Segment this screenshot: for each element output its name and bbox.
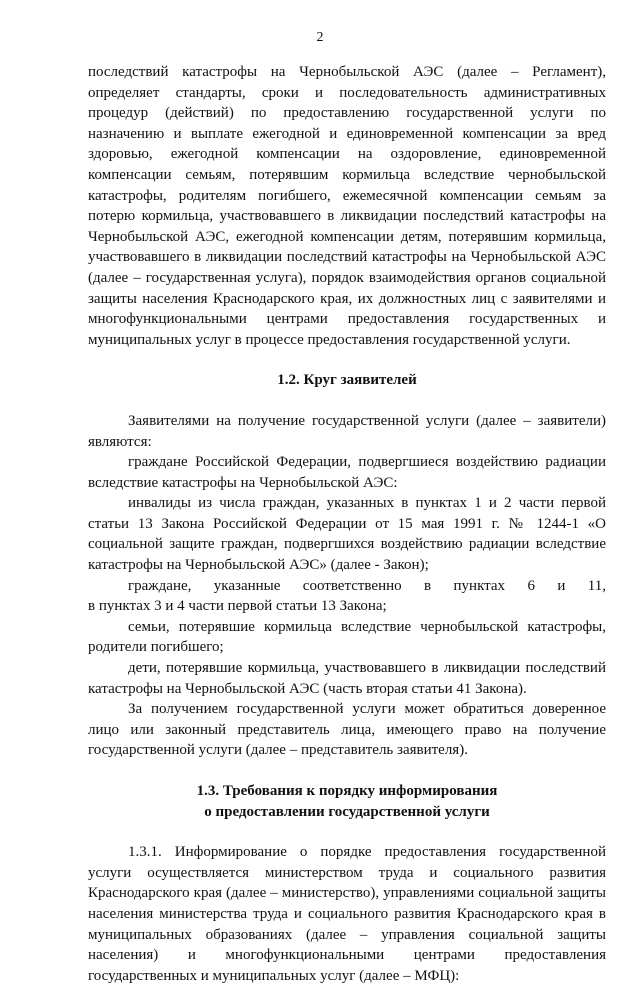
paragraph-continuation: в пунктах 3 и 4 части первой статьи 13 Закона; bbox=[88, 598, 387, 615]
paragraph: граждане Российской Федерации, подвергшиеся воздействию радиации вследствие катастрофы на Чернобыльской АЭС: bbox=[88, 454, 606, 491]
paragraph: семьи, потерявшие кормильца вследствие чернобыльской катастрофы, родители погибшего; bbox=[88, 618, 606, 656]
page-number: 2 bbox=[316, 30, 324, 45]
paragraph: граждане, указанные соответственно в пунктах 6 и 11, bbox=[128, 577, 606, 594]
paragraph: дети, потерявшие кормильца, участвовавшего в ликвидации последствий катастрофы на Чернобыльской АЭС (часть вторая статьи 41 Закона). bbox=[88, 660, 606, 697]
section-heading-line: 1.3. Требования к порядку информирования bbox=[196, 783, 498, 799]
paragraph: За получением государственной услуги может обратиться доверенное лицо или законный представитель лица, имеющего право на получение государственной услуги (далее – представитель заявителя). bbox=[88, 701, 606, 759]
paragraph: 1.3.1. Информирование о порядке предоставления государственной услуги осуществляется министерством труда и социального развития Краснодарского края (далее – министерство), управлениями социальной защиты населения министерства труда и социального развития Краснодарского края в муниципальных образованиях (далее – управления социальной защиты населения) и многофункциональными центрами предоставления государственных и муниципальных услуг (далее – МФЦ): bbox=[88, 844, 606, 984]
section-heading-line: о предоставлении государственной услуги bbox=[204, 803, 490, 820]
section-heading-1-2: 1.2. Круг заявителей bbox=[277, 372, 417, 389]
paragraph: Заявителями на получение государственной услуги (далее – заявители) являются: bbox=[88, 412, 606, 450]
intro-paragraph: последствий катастрофы на Чернобыльской АЭС (далее – Регламент), определяет стандарты, сроки и последовательность административных процедур (действий) по предоставлению государственной услуги по назначению и выплате ежегодной и единовременной компенсации за вред здоровью, ежегодной компенсации на оздоровление, единовременной компенсации семьям, потерявшим кормильца вследствие чернобыльской катастрофы, родителям погибшего, ежемесячной компенсации семьям за потерю кормильца, участвовавшего в ликвидации последствий катастрофы на Чернобыльской АЭС, ежегодной компенсации детям, потерявшим кормильца, участвовавшего в ликвидации последствий катастрофы на Чернобыльской АЭС (далее – государственная услуга), порядок взаимодействия органов социальной защиты населения Краснодарского края, их должностных лиц с заявителями и многофункциональными центрами предоставления государственных и муниципальных услуг в процессе предоставления государственной услуги. bbox=[88, 64, 606, 348]
section-heading-1-3 bbox=[88, 781, 606, 822]
document-body bbox=[88, 62, 606, 986]
paragraph: инвалиды из числа граждан, указанных в пунктах 1 и 2 части первой статьи 13 Закона Российской Федерации от 15 мая 1991 г. № 1244-1 «О социальной защите граждан, подвергшихся воздействию радиации вследствие катастрофы на Чернобыльской АЭС» (далее - Закон); bbox=[88, 495, 606, 574]
